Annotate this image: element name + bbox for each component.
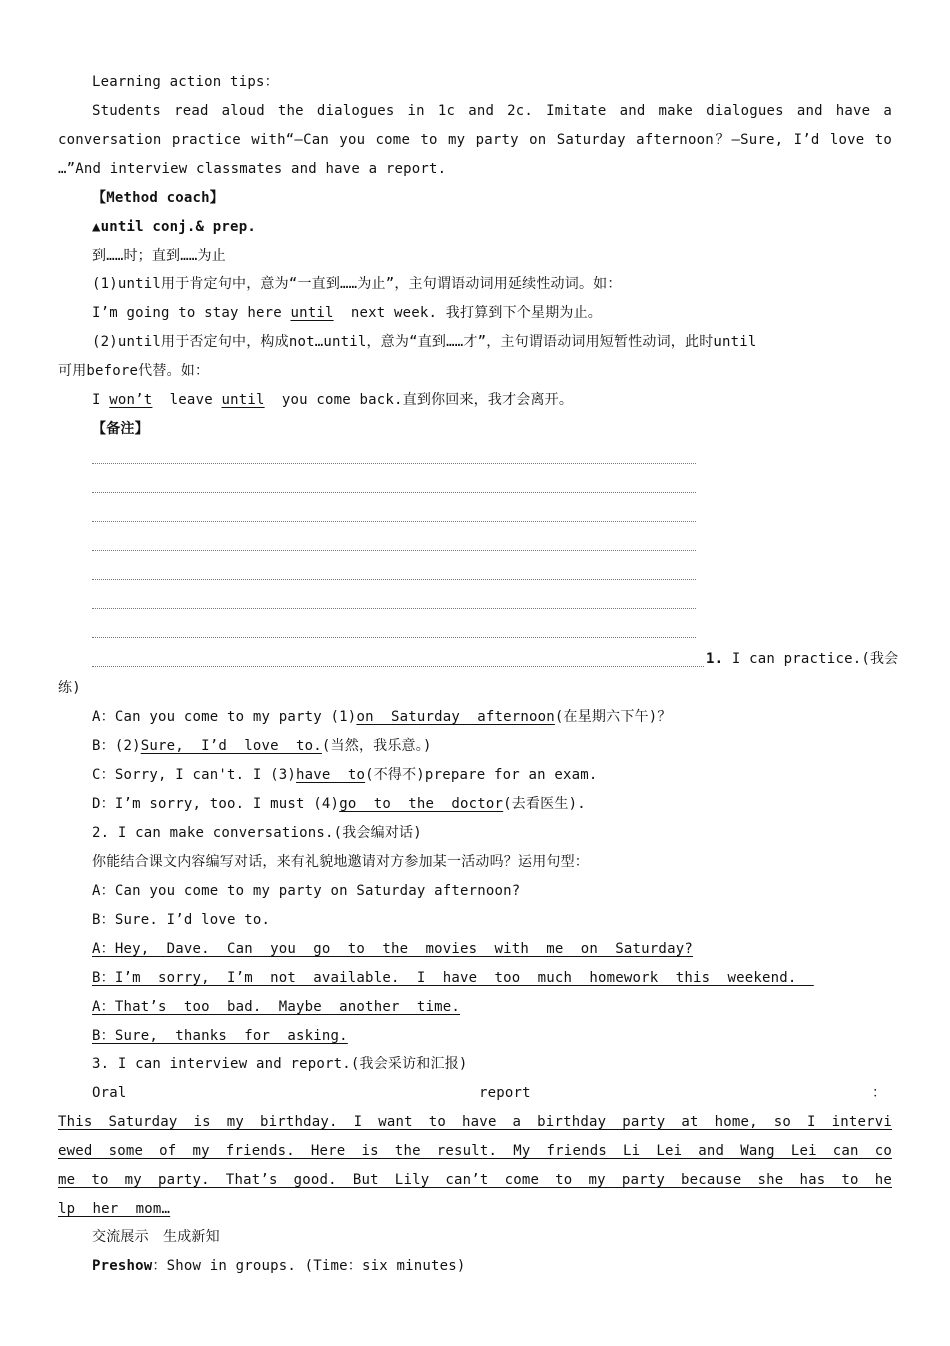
example-1-post: next week. 我打算到下个星期为止。 <box>333 305 602 321</box>
practice-heading-cont: 练) <box>58 680 81 696</box>
line-b-pre: B：(2) <box>92 738 141 754</box>
report-label: report <box>479 1085 531 1101</box>
notes-line[interactable] <box>92 637 696 638</box>
notes-line[interactable] <box>92 666 704 667</box>
line-b-post: (当然，我乐意。) <box>321 738 432 754</box>
practice-line-d <box>92 794 586 814</box>
method-example-1 <box>92 303 602 323</box>
example-2-mid: leave <box>152 392 222 408</box>
practice-line-a <box>92 707 672 727</box>
tips-heading: Learning action tips： <box>92 74 279 90</box>
notes-line[interactable] <box>92 579 696 580</box>
notes-heading: 【备注】 <box>92 421 149 437</box>
conversation-answer-3: A：That’s too bad. Maybe another time. <box>92 999 460 1015</box>
preshow-label: Preshow <box>92 1258 153 1274</box>
method-meaning: 到……时；直到……为止 <box>92 248 226 264</box>
report-line-3: me to my party. That’s good. But Lily can’t come to my party because she has to he <box>58 1172 892 1188</box>
example-1-pre: I’m going to stay here <box>92 305 291 321</box>
conversation-heading: 2. I can make conversations.(我会编对话) <box>92 825 422 841</box>
method-entry: ▲until conj.& prep. <box>92 219 256 235</box>
example-2-underlined-1: won’t <box>109 392 153 408</box>
preshow-text: ：Show in groups. (Time：six minutes) <box>152 1258 466 1274</box>
exchange-title: 交流展示 生成新知 <box>92 1229 220 1245</box>
line-a-post: (在星期六下午)？ <box>554 709 672 725</box>
example-1-underlined: until <box>290 305 334 321</box>
line-a-pre: A：Can you come to my party (1) <box>92 709 357 725</box>
example-2-underlined-2: until <box>221 392 265 408</box>
practice-line-c <box>92 765 598 785</box>
notes-line[interactable] <box>92 492 696 493</box>
report-line-4: lp her mom… <box>58 1201 171 1217</box>
tips-line-1: Students read aloud the dialogues in 1c and 2c. Imitate and make dialogues and have a <box>92 103 892 119</box>
report-line-2: ewed some of my friends. Here is the result. My friends Li Lei and Wang Lei can co <box>58 1143 892 1159</box>
method-rule-2b: 可用before代替。如： <box>58 363 210 379</box>
practice-title: I can practice.(我会 <box>723 651 899 667</box>
method-rule-1: (1)until用于肯定句中，意为“一直到……为止”，主句谓语动词用延续性动词。如： <box>92 276 622 292</box>
oral-label: Oral <box>92 1085 127 1101</box>
report-line-1: This Saturday is my birthday. I want to have a birthday party at home, so I intervi <box>58 1114 892 1130</box>
report-colon: ： <box>872 1085 887 1101</box>
practice-heading <box>706 649 898 669</box>
example-2-post: you come back.直到你回来，我才会离开。 <box>264 392 574 408</box>
conversation-pattern-r: B：Sure. I’d love to. <box>92 912 271 928</box>
conversation-intro: 你能结合课文内容编写对话，来有礼貌地邀请对方参加某一活动吗？运用句型： <box>92 854 589 870</box>
practice-line-b <box>92 736 432 756</box>
notes-line[interactable] <box>92 550 696 551</box>
tips-line-3: …”And interview classmates and have a report. <box>58 161 447 177</box>
method-heading: 【Method coach】 <box>92 190 224 206</box>
method-rule-2a: (2)until用于否定句中，构成not…until，意为“直到……才”，主句谓语动词用短暂性动词，此时until <box>92 334 757 350</box>
line-d-post: (去看医生). <box>503 796 586 812</box>
notes-line[interactable] <box>92 521 696 522</box>
answer-2: Sure, I’d love to. <box>140 738 322 754</box>
preshow-line <box>92 1256 466 1276</box>
conversation-answer-4: B：Sure, thanks for asking. <box>92 1028 348 1044</box>
answer-1: on Saturday afternoon <box>356 709 555 725</box>
method-example-2 <box>92 390 573 410</box>
answer-4: go to the doctor <box>339 796 504 812</box>
interview-heading: 3. I can interview and report.(我会采访和汇报) <box>92 1056 468 1072</box>
line-c-post: (不得不)prepare for an exam. <box>365 767 598 783</box>
line-c-pre: C：Sorry, I can't. I (3) <box>92 767 297 783</box>
example-2-pre: I <box>92 392 110 408</box>
conversation-answer-1: A：Hey, Dave. Can you go to the movies with me on Saturday? <box>92 941 693 957</box>
notes-line[interactable] <box>92 463 696 464</box>
notes-line[interactable] <box>92 608 696 609</box>
practice-number: 1. <box>706 651 724 667</box>
answer-3: have to <box>296 767 366 783</box>
tips-line-2: conversation practice with“—Can you come to my party on Saturday afternoon？—Sure, I’d love to <box>58 132 892 148</box>
conversation-answer-2: B：I’m sorry, I’m not available. I have too much homework this weekend. <box>92 970 814 986</box>
conversation-pattern-q: A：Can you come to my party on Saturday afternoon? <box>92 883 521 899</box>
line-d-pre: D：I’m sorry, too. I must (4) <box>92 796 340 812</box>
